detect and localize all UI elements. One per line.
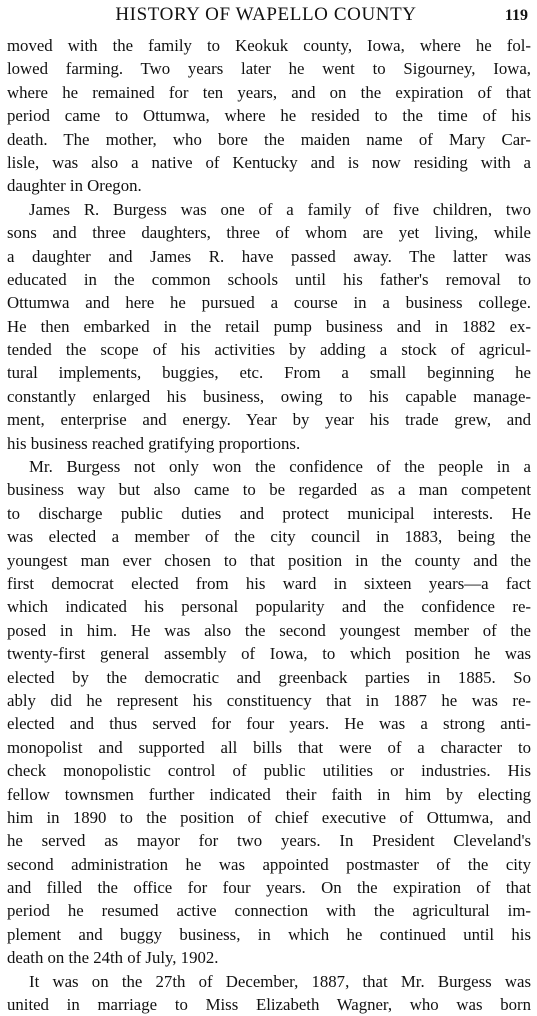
page-number: 119 <box>504 7 528 24</box>
text-line: death on the 24th of July, 1902. <box>7 948 219 968</box>
text-line: first democrat elected from his ward in sixteen years—a fact <box>7 573 531 593</box>
text-line: posed in him. He was also the second youngest member of the <box>7 620 531 640</box>
paragraph-start-line: It was on the 27th of December, 1887, that Mr. Burgess was <box>29 971 531 991</box>
text-line: plement and buggy business, in which he continued until his <box>7 924 531 944</box>
text-line: ment, enterprise and energy. Year by year his trade grew, and <box>7 410 531 430</box>
text-line: moved with the family to Keokuk county, Iowa, where he fol- <box>7 36 531 55</box>
text-line: second administration he was appointed postmaster of the city <box>7 854 531 874</box>
paragraph-start-line: James R. Burgess was one of a family of five children, two <box>29 199 531 219</box>
text-line: fellow townsmen further indicated their faith in him by electing <box>7 784 531 804</box>
text-line: his business reached gratifying proportions. <box>7 433 301 453</box>
running-title: HISTORY OF WAPELLO COUNTY <box>115 4 417 25</box>
text-line: lowed farming. Two years later he went to Sigourney, Iowa, <box>7 59 531 79</box>
text-line: period he resumed active connection with the agricultural im- <box>7 901 531 921</box>
text-line: He then embarked in the retail pump business and in 1882 ex- <box>7 316 531 336</box>
text-line: twenty-first general assembly of Iowa, to which position he was <box>7 644 531 664</box>
text-line: to discharge public duties and protect municipal interests. He <box>7 503 531 523</box>
text-line: him in 1890 to the position of chief executive of Ottumwa, and <box>7 807 531 827</box>
text-line: tural implements, buggies, etc. From a small beginning he <box>7 363 531 383</box>
running-head <box>0 2 537 30</box>
text-line: was elected a member of the city council in 1883, being the <box>7 527 531 547</box>
text-line: tended the scope of his activities by adding a stock of agricul- <box>7 340 531 360</box>
text-line: monopolist and supported all bills that were of a character to <box>7 737 531 757</box>
text-line: ably did he represent his constituency that in 1887 he was re- <box>7 690 531 710</box>
text-line: a daughter and James R. have passed away. The latter was <box>7 246 531 266</box>
text-line: death. The mother, who bore the maiden name of Mary Car- <box>7 129 531 149</box>
text-line: sons and three daughters, three of whom are yet living, while <box>7 223 531 243</box>
text-line: daughter in Oregon. <box>7 176 142 196</box>
text-line: he served as mayor for two years. In President Cleveland's <box>7 831 531 851</box>
text-line: and filled the office for four years. On the expiration of that <box>7 878 531 898</box>
text-line: period came to Ottumwa, where he resided to the time of his <box>7 106 531 126</box>
text-line: elected and thus served for four years. He was a strong anti- <box>7 714 531 734</box>
text-line: business way but also came to be regarded as a man competent <box>7 480 531 500</box>
body-text <box>7 34 531 1016</box>
text-line: check monopolistic control of public utilities or industries. His <box>7 761 531 781</box>
paragraph-start-line: Mr. Burgess not only won the confidence of the people in a <box>29 457 531 477</box>
text-line: elected by the democratic and greenback parties in 1885. So <box>7 667 531 687</box>
text-line: youngest man ever chosen to that position in the county and the <box>7 550 531 570</box>
text-line: united in marriage to Miss Elizabeth Wagner, who was born <box>7 995 531 1015</box>
text-line: educated in the common schools until his father's removal to <box>7 269 531 289</box>
text-line: constantly enlarged his business, owing to his capable manage- <box>7 386 531 406</box>
text-line: where he remained for ten years, and on the expiration of that <box>7 82 531 102</box>
text-line: Ottumwa and here he pursued a course in a business college. <box>7 293 531 313</box>
text-line: lisle, was also a native of Kentucky and is now residing with a <box>7 152 531 172</box>
text-line: which indicated his personal popularity and the confidence re- <box>7 597 531 617</box>
